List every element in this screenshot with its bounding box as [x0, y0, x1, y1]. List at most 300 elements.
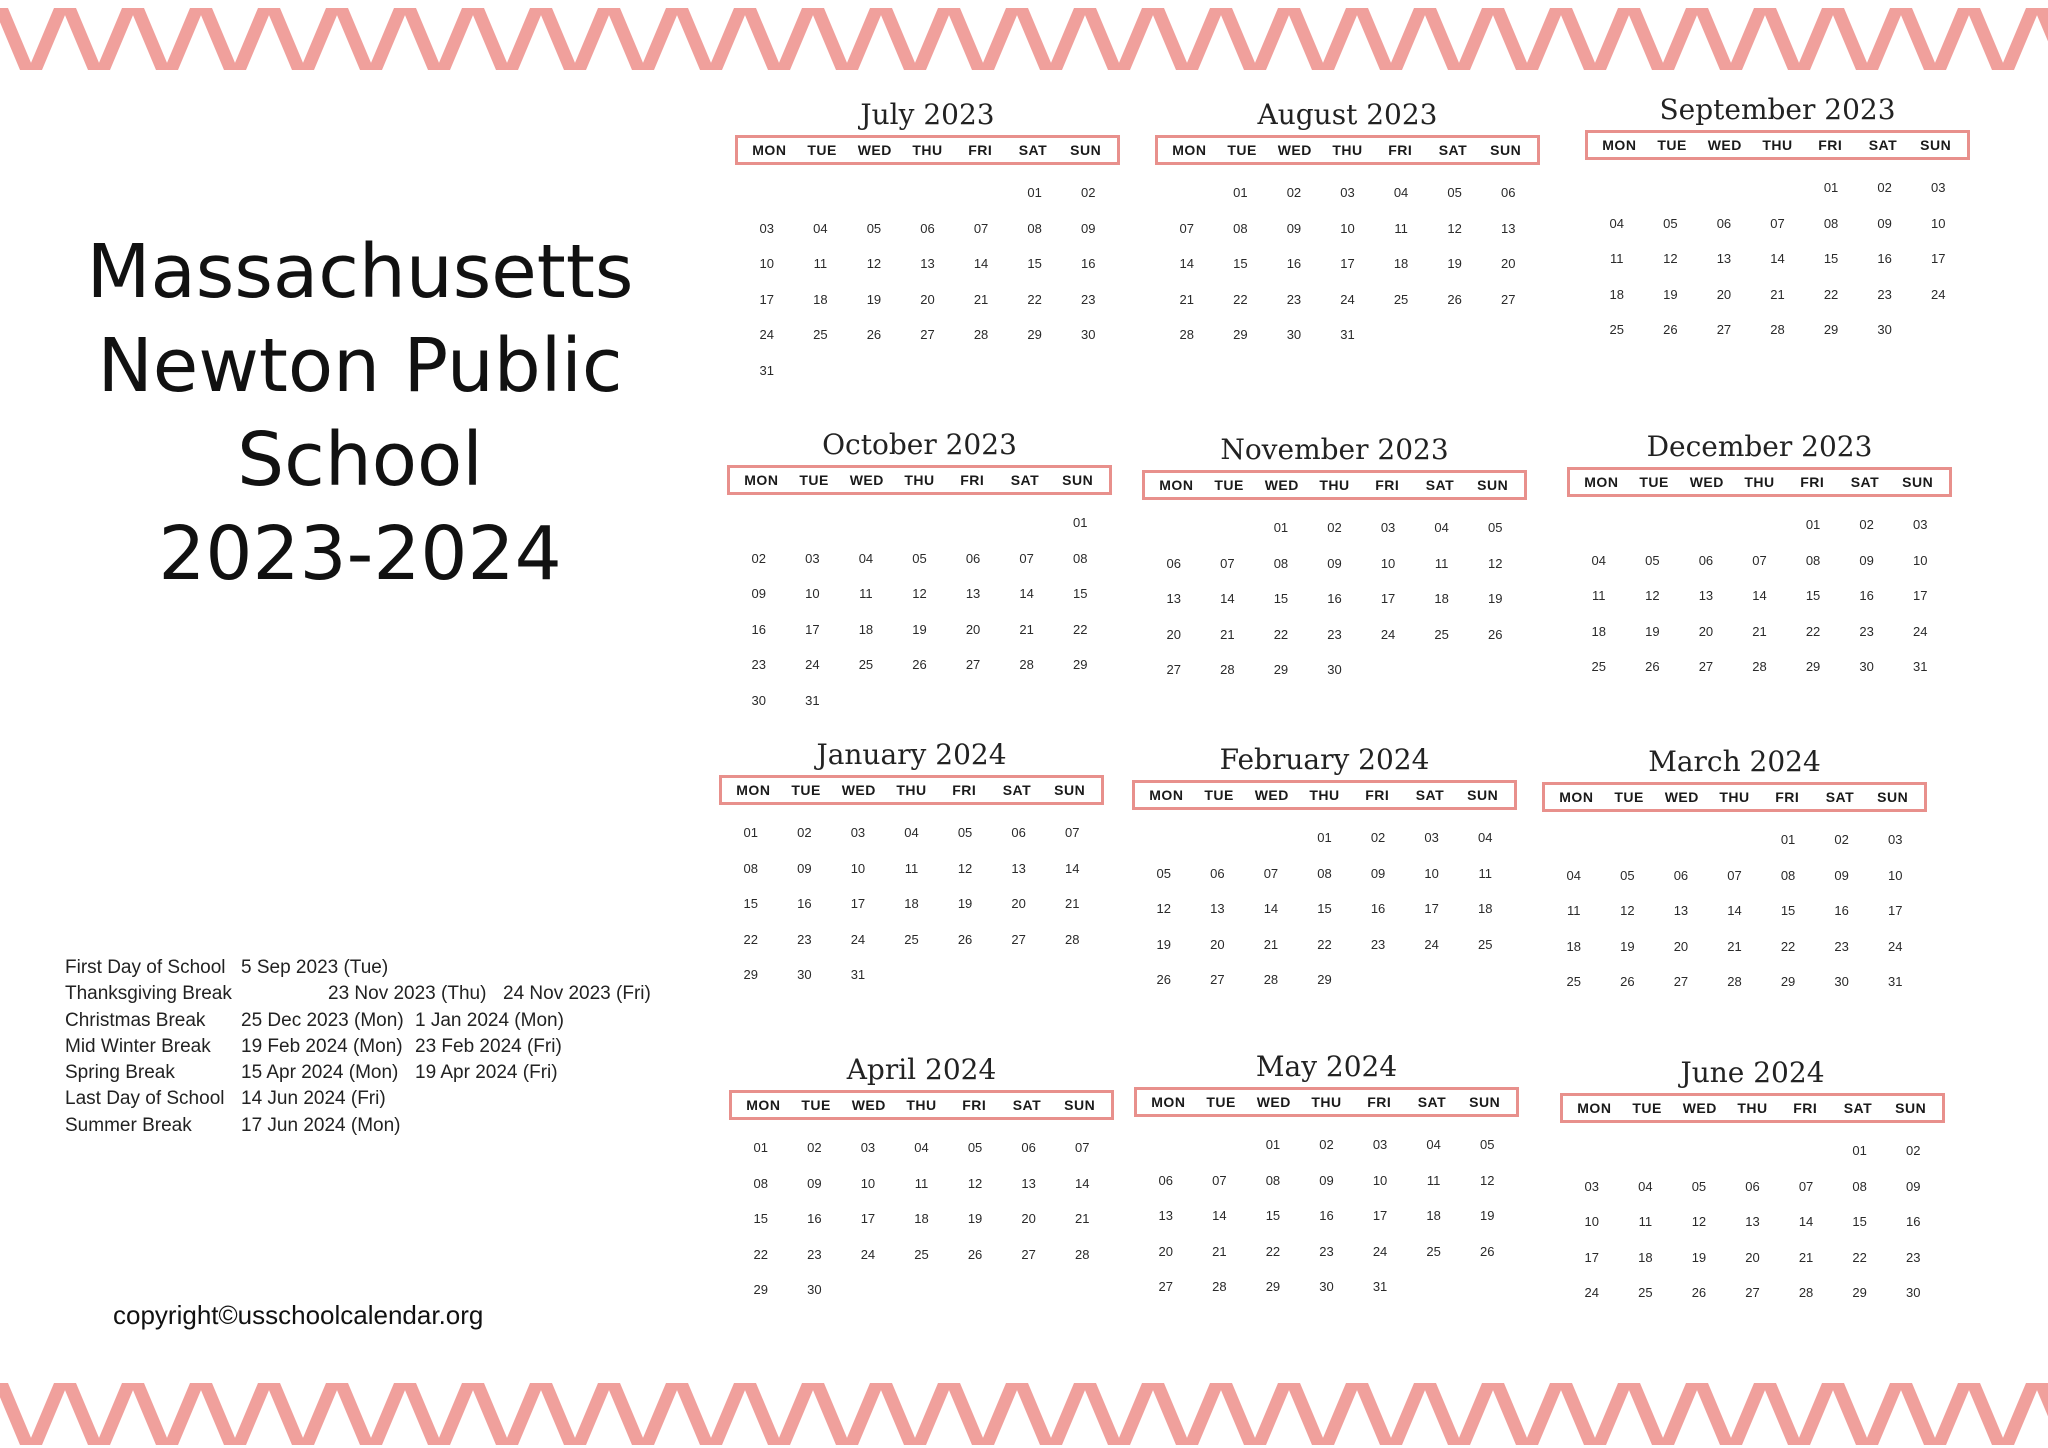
- day-cell: 20: [1745, 1249, 1760, 1265]
- day-cell: 29: [1265, 1279, 1281, 1294]
- day-cell: 30: [1834, 974, 1849, 989]
- day-cell: 28: [1798, 1285, 1814, 1300]
- day-cell: 15: [743, 896, 759, 911]
- empty-day-cell: [1590, 170, 1644, 206]
- day-cell: 07: [1263, 865, 1279, 881]
- day-cell: 11: [904, 860, 919, 876]
- day-cell: 01: [1027, 185, 1042, 200]
- empty-day-cell: [1601, 822, 1655, 858]
- day-cell: 29: [1027, 327, 1042, 342]
- weekday-label: FRI: [1793, 1100, 1818, 1116]
- month-calendar: [1560, 1053, 1945, 1311]
- day-cell: 04: [1591, 552, 1607, 568]
- weekday-label: WED: [1277, 142, 1312, 158]
- weekday-label: TUE: [1614, 789, 1644, 805]
- day-cell: 06: [920, 220, 935, 236]
- day-cell: 24: [1912, 623, 1928, 639]
- weekday-label: SAT: [1438, 142, 1468, 158]
- weekday-label: MON: [1172, 142, 1207, 158]
- day-cell: 09: [1905, 1178, 1921, 1194]
- day-cell: 31: [1372, 1279, 1388, 1294]
- weekday-label: TUE: [1227, 142, 1257, 158]
- day-cell: 07: [1074, 1140, 1090, 1155]
- event-start-date: 15 Apr 2024 (Mon): [241, 1062, 399, 1084]
- day-cell: 29: [1805, 659, 1821, 674]
- day-cell: 13: [1166, 591, 1182, 606]
- weekday-label: SUN: [1064, 1097, 1096, 1113]
- day-cell: 28: [1074, 1246, 1090, 1262]
- month-title: September 2023: [1659, 93, 1896, 126]
- day-cell: 17: [850, 896, 866, 911]
- day-cell: 04: [813, 220, 828, 236]
- day-cell: 22: [1317, 936, 1332, 952]
- day-cell: 10: [1424, 865, 1439, 881]
- event-name: Thanksgiving Break: [65, 983, 232, 1005]
- day-cell: 24: [1930, 286, 1946, 302]
- day-cell: 26: [1663, 322, 1678, 337]
- day-cell: 15: [1852, 1214, 1867, 1229]
- day-cell: 06: [1011, 825, 1026, 840]
- month-calendar: [727, 425, 1112, 718]
- day-cell: 22: [1072, 621, 1088, 637]
- day-cell: 11: [1434, 555, 1449, 571]
- weekday-label: SAT: [1843, 1100, 1873, 1116]
- day-cell: 17: [805, 621, 820, 637]
- day-cell: 09: [1859, 552, 1874, 568]
- day-cell: 05: [957, 825, 973, 840]
- day-cell: 31: [805, 692, 820, 708]
- day-cell: 06: [1166, 555, 1182, 571]
- day-cell: 12: [1663, 251, 1678, 266]
- empty-day-cell: [1644, 170, 1698, 206]
- day-cell: 01: [1780, 832, 1796, 847]
- event-start-date: 17 Jun 2024 (Mon): [241, 1114, 401, 1136]
- day-cell: 18: [904, 896, 919, 911]
- day-cell: 21: [1179, 291, 1195, 307]
- day-cell: 19: [1645, 623, 1660, 639]
- day-cell: 11: [813, 256, 828, 271]
- day-cell: 28: [1212, 1279, 1227, 1294]
- weekday-label: FRI: [1775, 789, 1800, 805]
- month-title: October 2023: [822, 428, 1017, 461]
- weekday-label: THU: [1762, 137, 1793, 153]
- day-cell: 24: [1424, 936, 1439, 952]
- weekday-label: TUE: [1639, 474, 1669, 490]
- day-cell: 05: [1479, 1137, 1495, 1152]
- weekday-label: SUN: [1054, 782, 1086, 798]
- weekday-label: THU: [904, 472, 935, 488]
- day-cell: 02: [1370, 830, 1386, 845]
- event-end-date: 23 Feb 2024 (Fri): [415, 1035, 562, 1057]
- weekday-label: WED: [1264, 477, 1299, 493]
- day-cell: 30: [1286, 327, 1302, 342]
- weekday-label: THU: [1332, 142, 1363, 158]
- day-cell: 13: [1210, 901, 1225, 916]
- day-cell: 05: [912, 550, 927, 566]
- day-cell: 13: [1011, 860, 1026, 876]
- day-cell: 04: [1609, 215, 1625, 231]
- empty-day-cell: [1000, 505, 1054, 541]
- day-cell: 08: [1273, 555, 1289, 571]
- day-cell: 03: [1380, 520, 1396, 535]
- day-cell: 28: [1179, 327, 1195, 342]
- day-cell: 28: [1019, 657, 1034, 672]
- day-cell: 30: [1905, 1285, 1921, 1300]
- day-cell: 17: [1380, 591, 1396, 606]
- month-title: January 2024: [816, 738, 1007, 771]
- event-start-date: 25 Dec 2023 (Mon): [241, 1009, 404, 1031]
- month-calendar: [729, 1050, 1114, 1308]
- weekday-label: TUE: [1632, 1100, 1662, 1116]
- day-cell: 25: [1591, 659, 1607, 674]
- day-cell: 28: [1263, 972, 1279, 987]
- day-grid: [735, 175, 1120, 388]
- day-cell: 21: [1770, 286, 1785, 302]
- empty-day-cell: [946, 505, 1000, 541]
- day-cell: 09: [1327, 555, 1342, 571]
- day-cell: 23: [797, 931, 812, 947]
- day-cell: 15: [1780, 903, 1796, 918]
- day-cell: 26: [912, 657, 927, 672]
- day-cell: 13: [1500, 220, 1516, 236]
- day-cell: 16: [1859, 588, 1874, 603]
- weekday-label: SUN: [1490, 142, 1522, 158]
- empty-day-cell: [1139, 1127, 1193, 1163]
- weekday-label: WED: [1707, 137, 1742, 153]
- day-cell: 25: [1566, 974, 1582, 989]
- day-cell: 09: [1370, 865, 1386, 881]
- weekday-label: FRI: [968, 142, 993, 158]
- weekday-label: THU: [1719, 789, 1750, 805]
- day-cell: 02: [1327, 520, 1342, 535]
- day-grid: [1567, 507, 1952, 685]
- day-cell: 29: [1852, 1285, 1867, 1300]
- day-cell: 30: [797, 967, 812, 982]
- empty-day-cell: [1160, 175, 1214, 211]
- day-cell: 24: [1340, 291, 1355, 307]
- event-end-date: 1 Jan 2024 (Mon): [415, 1009, 564, 1031]
- weekday-label: FRI: [960, 472, 985, 488]
- day-cell: 06: [1021, 1140, 1036, 1155]
- day-grid: [727, 505, 1112, 718]
- day-cell: 03: [805, 550, 820, 566]
- day-cell: 27: [1745, 1285, 1760, 1300]
- weekday-label: THU: [1737, 1100, 1768, 1116]
- day-cell: 17: [1584, 1249, 1600, 1265]
- day-cell: 11: [914, 1175, 929, 1191]
- empty-day-cell: [1697, 170, 1751, 206]
- day-cell: 14: [1019, 586, 1034, 601]
- day-cell: 15: [1805, 588, 1821, 603]
- month-calendar: [1542, 742, 1927, 1000]
- weekday-label: MON: [746, 1097, 781, 1113]
- day-cell: 03: [1887, 832, 1903, 847]
- empty-day-cell: [1147, 510, 1201, 546]
- day-cell: 09: [1080, 220, 1096, 236]
- day-cell: 12: [866, 256, 882, 271]
- day-cell: 07: [1770, 215, 1785, 231]
- weekday-label: SAT: [1415, 787, 1445, 803]
- event-name: First Day of School: [65, 957, 226, 978]
- day-cell: 19: [967, 1211, 983, 1226]
- day-cell: 24: [1372, 1243, 1388, 1259]
- weekday-header: [1542, 782, 1927, 812]
- day-cell: 27: [965, 657, 981, 672]
- event-end-date: 24 Nov 2023 (Fri): [503, 983, 651, 1005]
- day-cell: 25: [904, 931, 919, 947]
- day-cell: 01: [1273, 520, 1289, 535]
- day-cell: 19: [957, 896, 973, 911]
- day-cell: 13: [1698, 588, 1714, 603]
- day-cell: 24: [805, 657, 820, 672]
- day-cell: 18: [1638, 1249, 1653, 1265]
- weekday-label: THU: [1319, 477, 1350, 493]
- day-cell: 10: [1930, 215, 1946, 231]
- weekday-label: SUN: [1902, 474, 1934, 490]
- day-cell: 04: [914, 1140, 929, 1155]
- day-cell: 07: [1798, 1178, 1814, 1194]
- day-cell: 17: [1424, 901, 1439, 916]
- day-cell: 08: [1317, 865, 1332, 881]
- day-grid: [729, 1130, 1114, 1308]
- day-cell: 20: [1716, 286, 1732, 302]
- day-cell: 27: [1210, 972, 1225, 987]
- day-cell: 22: [1852, 1249, 1867, 1265]
- empty-day-cell: [901, 175, 955, 211]
- day-cell: 20: [1021, 1211, 1036, 1226]
- empty-day-cell: [1137, 820, 1191, 856]
- day-cell: 04: [1638, 1178, 1653, 1194]
- day-cell: 11: [1592, 588, 1606, 603]
- weekday-label: WED: [1664, 789, 1699, 805]
- day-cell: 05: [1691, 1178, 1707, 1194]
- empty-day-cell: [1572, 507, 1626, 543]
- day-cell: 19: [1479, 1208, 1495, 1223]
- day-cell: 22: [1027, 291, 1042, 307]
- month-calendar: [719, 735, 1104, 993]
- day-cell: 17: [860, 1211, 876, 1226]
- day-cell: 10: [1372, 1172, 1388, 1188]
- day-cell: 16: [1080, 256, 1096, 271]
- title-line: Massachusetts: [86, 229, 634, 315]
- day-cell: 16: [1877, 251, 1892, 266]
- month-calendar: [1142, 430, 1527, 688]
- empty-day-cell: [732, 505, 786, 541]
- month-title: March 2024: [1648, 745, 1821, 778]
- empty-day-cell: [1708, 822, 1762, 858]
- weekday-label: WED: [849, 472, 884, 488]
- day-cell: 04: [1477, 830, 1493, 845]
- day-cell: 15: [1273, 591, 1289, 606]
- weekday-label: SAT: [1850, 474, 1880, 490]
- day-cell: 07: [1220, 555, 1235, 571]
- day-cell: 07: [1727, 867, 1742, 883]
- day-cell: 09: [807, 1175, 822, 1191]
- day-cell: 19: [1156, 936, 1172, 952]
- day-cell: 23: [1327, 626, 1342, 642]
- weekday-label: SAT: [1868, 137, 1898, 153]
- day-cell: 18: [1477, 901, 1493, 916]
- weekday-label: FRI: [1365, 787, 1390, 803]
- weekday-label: WED: [1689, 474, 1724, 490]
- day-cell: 26: [1487, 626, 1503, 642]
- day-cell: 25: [813, 327, 828, 342]
- day-cell: 16: [807, 1211, 822, 1226]
- day-cell: 27: [1698, 659, 1714, 674]
- day-cell: 19: [1691, 1249, 1707, 1265]
- day-cell: 31: [850, 967, 866, 982]
- day-cell: 01: [1265, 1137, 1281, 1152]
- day-cell: 16: [1905, 1214, 1921, 1229]
- day-cell: 10: [759, 256, 775, 271]
- day-cell: 17: [759, 291, 775, 307]
- day-cell: 20: [1673, 938, 1689, 954]
- day-cell: 15: [1027, 256, 1042, 271]
- day-cell: 20: [1500, 256, 1516, 271]
- title-line: School: [237, 417, 483, 503]
- day-cell: 31: [1340, 327, 1355, 342]
- day-cell: 27: [1166, 662, 1182, 677]
- month-calendar: [1155, 95, 1540, 353]
- day-cell: 23: [1370, 936, 1386, 952]
- day-cell: 12: [1620, 903, 1635, 918]
- day-cell: 31: [759, 362, 775, 378]
- day-cell: 07: [1752, 552, 1767, 568]
- weekday-label: SUN: [1920, 137, 1952, 153]
- weekday-label: MON: [1149, 787, 1184, 803]
- day-cell: 02: [1834, 832, 1849, 847]
- day-cell: 18: [914, 1211, 929, 1226]
- weekday-label: SUN: [1062, 472, 1094, 488]
- day-cell: 13: [920, 256, 935, 271]
- day-cell: 09: [751, 586, 767, 601]
- empty-day-cell: [1244, 820, 1298, 856]
- weekday-header: [1132, 780, 1517, 810]
- day-cell: 14: [1064, 860, 1080, 876]
- day-cell: 25: [1426, 1243, 1441, 1259]
- day-cell: 16: [1286, 256, 1302, 271]
- day-cell: 04: [904, 825, 919, 840]
- day-cell: 27: [1500, 291, 1516, 307]
- day-cell: 22: [1805, 623, 1821, 639]
- day-cell: 18: [1393, 256, 1409, 271]
- day-cell: 25: [1434, 626, 1449, 642]
- day-grid: [1155, 175, 1540, 353]
- weekday-label: SUN: [1469, 1094, 1501, 1110]
- day-grid: [1134, 1127, 1519, 1305]
- day-cell: 08: [753, 1175, 769, 1191]
- day-cell: 06: [1716, 215, 1732, 231]
- day-cell: 29: [1233, 327, 1248, 342]
- title-line: Newton Public: [97, 323, 623, 409]
- day-cell: 15: [753, 1211, 769, 1226]
- day-cell: 02: [1286, 185, 1302, 200]
- weekday-label: SAT: [1012, 1097, 1042, 1113]
- weekday-header: [1155, 135, 1540, 165]
- day-cell: 10: [1912, 552, 1928, 568]
- day-cell: 25: [1638, 1285, 1653, 1300]
- empty-day-cell: [893, 505, 947, 541]
- day-cell: 13: [1021, 1175, 1036, 1191]
- day-cell: 22: [1273, 626, 1289, 642]
- day-grid: [1142, 510, 1527, 688]
- day-cell: 25: [1609, 322, 1625, 337]
- day-cell: 27: [1158, 1279, 1174, 1294]
- day-cell: 30: [1877, 322, 1892, 337]
- month-calendar: [1132, 740, 1517, 998]
- day-cell: 07: [1179, 220, 1195, 236]
- day-cell: 01: [753, 1140, 769, 1155]
- day-cell: 07: [973, 220, 989, 236]
- weekday-label: FRI: [952, 782, 977, 798]
- weekday-label: FRI: [1818, 137, 1843, 153]
- day-cell: 21: [1263, 936, 1279, 952]
- day-cell: 16: [797, 896, 812, 911]
- day-cell: 02: [797, 825, 812, 840]
- day-cell: 03: [1424, 830, 1439, 845]
- weekday-label: MON: [744, 472, 779, 488]
- day-cell: 05: [1620, 867, 1635, 883]
- empty-day-cell: [740, 175, 794, 211]
- empty-day-cell: [1679, 507, 1733, 543]
- day-cell: 26: [1156, 972, 1172, 987]
- day-cell: 08: [1027, 220, 1042, 236]
- day-cell: 18: [1434, 591, 1449, 606]
- day-cell: 25: [1477, 936, 1493, 952]
- day-cell: 18: [1566, 938, 1582, 954]
- day-cell: 22: [753, 1246, 769, 1262]
- day-cell: 03: [850, 825, 866, 840]
- day-cell: 23: [1905, 1249, 1921, 1265]
- day-cell: 11: [859, 586, 873, 601]
- weekday-label: SUN: [1467, 787, 1499, 803]
- day-cell: 03: [1340, 185, 1355, 200]
- day-cell: 14: [1179, 256, 1195, 271]
- weekday-label: TUE: [1214, 477, 1244, 493]
- day-cell: 12: [957, 860, 973, 876]
- weekday-label: MON: [752, 142, 787, 158]
- weekday-label: MON: [1584, 474, 1619, 490]
- weekday-label: FRI: [1375, 477, 1400, 493]
- weekday-label: WED: [1256, 1094, 1291, 1110]
- day-cell: 21: [1064, 896, 1080, 911]
- day-cell: 24: [1887, 938, 1903, 954]
- day-cell: 14: [1770, 251, 1785, 266]
- day-cell: 09: [1877, 215, 1892, 231]
- weekday-label: THU: [896, 782, 927, 798]
- day-cell: 14: [1727, 903, 1742, 918]
- day-cell: 19: [1620, 938, 1635, 954]
- day-cell: 09: [797, 860, 812, 876]
- day-cell: 07: [1064, 825, 1080, 840]
- day-cell: 05: [1447, 185, 1462, 200]
- day-cell: 28: [973, 327, 989, 342]
- day-cell: 15: [1317, 901, 1332, 916]
- day-cell: 05: [967, 1140, 983, 1155]
- day-cell: 28: [1770, 322, 1785, 337]
- day-cell: 01: [1233, 185, 1248, 200]
- day-cell: 12: [967, 1175, 983, 1191]
- day-cell: 21: [1220, 626, 1235, 642]
- day-cell: 25: [858, 657, 874, 672]
- month-calendar: [1134, 1047, 1519, 1305]
- day-cell: 02: [1319, 1137, 1334, 1152]
- day-cell: 30: [1859, 659, 1874, 674]
- day-cell: 16: [1370, 901, 1386, 916]
- day-cell: 26: [1645, 659, 1660, 674]
- day-cell: 04: [1434, 520, 1449, 535]
- weekday-label: THU: [1309, 787, 1340, 803]
